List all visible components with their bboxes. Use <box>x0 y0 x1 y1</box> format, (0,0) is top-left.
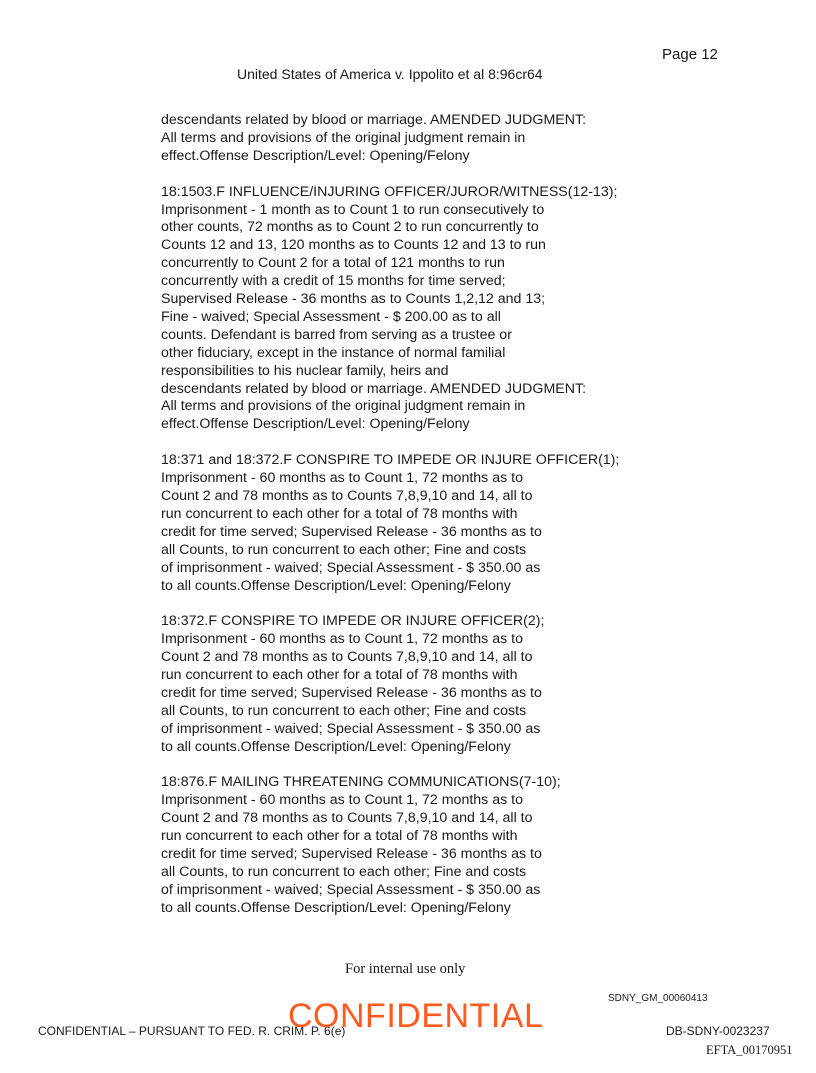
text-line: credit for time served; Supervised Release - 36 months as to <box>161 523 542 540</box>
paragraph <box>161 112 681 166</box>
text-line: Count 2 and 78 months as to Counts 7,8,9,10 and 14, all to <box>161 649 533 666</box>
text-line: of imprisonment - waived; Special Assessment - $ 350.00 as <box>161 881 541 898</box>
text-line: Supervised Release - 36 months as to Counts 1,2,12 and 13; <box>161 291 546 308</box>
body-text <box>161 112 681 918</box>
text-line: all Counts, to run concurrent to each other; Fine and costs <box>161 541 527 558</box>
bates-number-sdny: DB-SDNY-0023237 <box>666 1024 770 1038</box>
text-line: descendants related by blood or marriage. AMENDED JUDGMENT: <box>161 112 587 128</box>
text-line: effect.Offense Description/Level: Opening/Felony <box>161 416 470 433</box>
text-line: to all counts.Offense Description/Level: Opening/Felony <box>161 577 511 594</box>
text-line: Imprisonment - 60 months as to Count 1, 72 months as to <box>161 470 523 487</box>
text-line: Count 2 and 78 months as to Counts 7,8,9,10 and 14, all to <box>161 488 533 504</box>
footer-confidential-notice: CONFIDENTIAL – PURSUANT TO FED. R. CRIM. P. 6(e) <box>38 1024 346 1038</box>
text-line: other counts, 72 months as to Count 2 to run concurrently to <box>161 219 539 236</box>
page-number: Page 12 <box>662 46 718 63</box>
paragraph <box>161 184 681 435</box>
text-line: 18:372.F CONSPIRE TO IMPEDE OR INJURE OFFICER(2); <box>161 613 545 630</box>
paragraph <box>161 774 681 917</box>
text-line: 18:1503.F INFLUENCE/INJURING OFFICER/JUROR/WITNESS(12-13); <box>161 183 618 200</box>
text-line: Counts 12 and 13, 120 months as to Counts 12 and 13 to run <box>161 237 546 254</box>
text-line: all Counts, to run concurrent to each other; Fine and costs <box>161 702 527 719</box>
text-line: of imprisonment - waived; Special Assessment - $ 350.00 as <box>161 720 541 737</box>
text-line: descendants related by blood or marriage. AMENDED JUDGMENT: <box>161 380 587 397</box>
text-line: concurrently with a credit of 15 months for time served; <box>161 273 506 290</box>
text-line: all Counts, to run concurrent to each other; Fine and costs <box>161 864 527 880</box>
text-line: Count 2 and 78 months as to Counts 7,8,9,10 and 14, all to <box>161 810 533 827</box>
text-line: Fine - waived; Special Assessment - $ 200.00 as to all <box>161 308 501 325</box>
text-line: run concurrent to each other for a total of 78 months with <box>161 667 518 684</box>
internal-use-note: For internal use only <box>345 961 466 977</box>
paragraph <box>161 613 681 756</box>
text-line: credit for time served; Supervised Release - 36 months as to <box>161 684 542 701</box>
text-line: credit for time served; Supervised Release - 36 months as to <box>161 846 542 863</box>
text-line: effect.Offense Description/Level: Opening/Felony <box>161 147 470 164</box>
case-title: United States of America v. Ippolito et al 8:96cr64 <box>237 66 543 82</box>
text-line: All terms and provisions of the original judgment remain in <box>161 129 526 146</box>
text-line: concurrently to Count 2 for a total of 121 months to run <box>161 255 505 272</box>
text-line: responsibilities to his nuclear family, heirs and <box>161 362 449 379</box>
text-line: run concurrent to each other for a total of 78 months with <box>161 828 518 845</box>
efta-identifier: EFTA_00170951 <box>706 1043 793 1057</box>
text-line: All terms and provisions of the original judgment remain in <box>161 398 526 415</box>
text-line: Imprisonment - 60 months as to Count 1, 72 months as to <box>161 792 523 809</box>
text-line: to all counts.Offense Description/Level: Opening/Felony <box>161 738 511 755</box>
text-line: Imprisonment - 1 month as to Count 1 to run consecutively to <box>161 201 545 218</box>
text-line: Imprisonment - 60 months as to Count 1, 72 months as to <box>161 631 523 648</box>
text-line: 18:371 and 18:372.F CONSPIRE TO IMPEDE OR INJURE OFFICER(1); <box>161 452 620 469</box>
text-line: other fiduciary, except in the instance of normal familial <box>161 344 506 361</box>
bates-number-gm: SDNY_GM_00060413 <box>608 993 708 1004</box>
text-line: counts. Defendant is barred from serving as a trustee or <box>161 326 512 343</box>
text-line: run concurrent to each other for a total of 78 months with <box>161 505 518 522</box>
text-line: of imprisonment - waived; Special Assessment - $ 350.00 as <box>161 559 541 576</box>
paragraph <box>161 452 681 595</box>
text-line: to all counts.Offense Description/Level: Opening/Felony <box>161 899 511 916</box>
confidential-stamp: CONFIDENTIAL <box>288 997 544 1035</box>
text-line: 18:876.F MAILING THREATENING COMMUNICATIONS(7-10); <box>161 774 561 791</box>
